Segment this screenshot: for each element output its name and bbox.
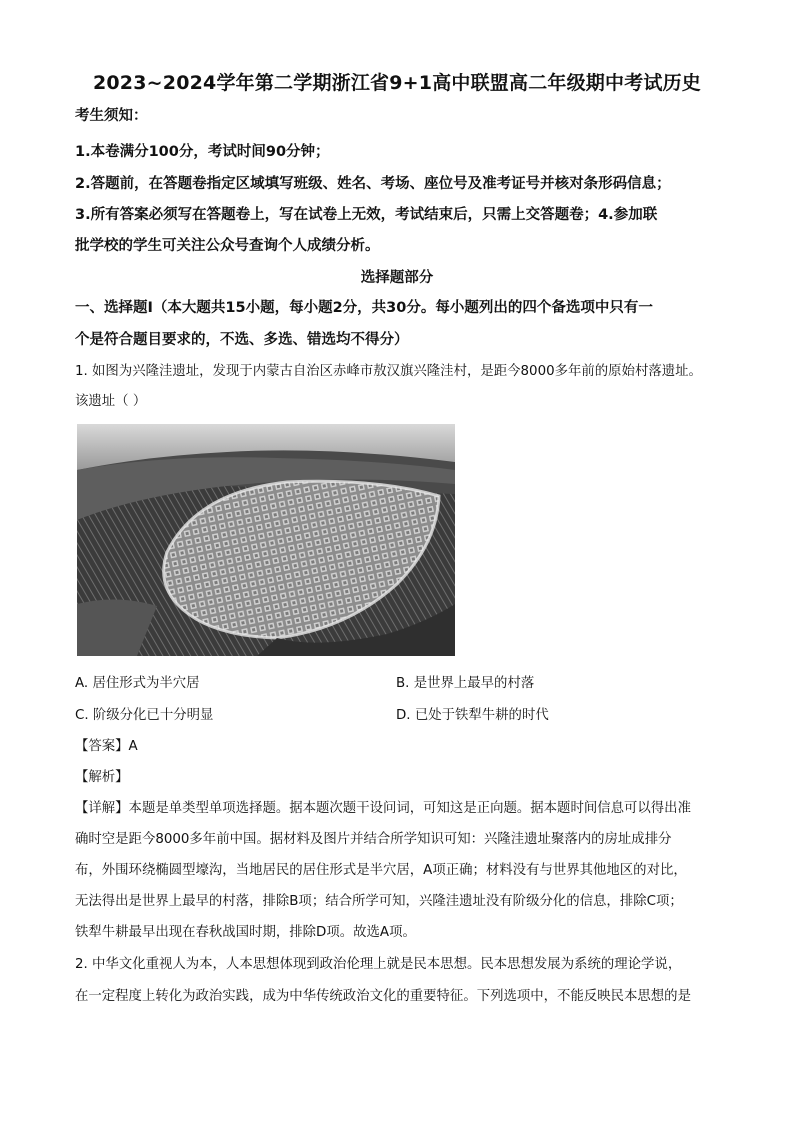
notice-line-2: 2.答题前，在答题卷指定区域填写班级、姓名、考场、座位号及准考证号并核对条形码信息； bbox=[75, 176, 671, 192]
q1-option-a: A. 居住形式为半穴居 bbox=[75, 676, 200, 691]
q1-stem-line-1: 1. 如图为兴隆洼遗址，发现于内蒙古自治区赤峰市敖汉旗兴隆洼村，是距今8000多年前的原始村落遗址。 bbox=[75, 364, 702, 379]
q2-stem-line-1: 2. 中华文化重视人为本，人本思想体现到政治伦理上就是民本思想。民本思想发展为系统的理论学说， bbox=[75, 957, 682, 972]
part-heading-line-2: 个是符合题目要求的，不选、多选、错选均不得分） bbox=[75, 332, 409, 348]
q1-option-b: B. 是世界上最早的村落 bbox=[396, 676, 535, 691]
xinglongwa-site-photo bbox=[77, 424, 455, 656]
part-heading-line-1: 一、选择题Ⅰ（本大题共15小题，每小题2分，共30分。每小题列出的四个备选项中只有一 bbox=[75, 300, 653, 316]
exam-title: 2023~2024学年第二学期浙江省9+1高中联盟高二年级期中考试历史 bbox=[92, 72, 702, 94]
q1-analysis-label: 【解析】 bbox=[75, 770, 129, 785]
q1-detail-line-1: 【详解】本题是单类型单项选择题。据本题次题干设问词，可知这是正向题。据本题时间信息可以得出准 bbox=[75, 801, 691, 816]
q1-option-c: C. 阶级分化已十分明显 bbox=[75, 708, 214, 723]
notice-line-1: 1.本卷满分100分，考试时间90分钟； bbox=[75, 144, 330, 160]
q1-stem-line-2: 该遗址（ ） bbox=[75, 394, 147, 409]
q1-answer: 【答案】A bbox=[75, 739, 138, 754]
q1-detail-line-5: 铁犁牛耕最早出现在春秋战国时期，排除D项。故选A项。 bbox=[75, 925, 416, 940]
q1-detail-line-4: 无法得出是世界上最早的村落，排除B项；结合所学可知，兴隆洼遗址没有阶级分化的信息，排除C项； bbox=[75, 894, 683, 909]
section-title: 选择题部分 bbox=[360, 270, 434, 286]
notice-line-3: 3.所有答案必须写在答题卷上，写在试卷上无效，考试结束后，只需上交答题卷；4.参加联 bbox=[75, 207, 658, 223]
q1-detail-line-3: 布，外围环绕椭圆型壕沟，当地居民的居住形式是半穴居，A项正确；材料没有与世界其他地区的对比， bbox=[75, 863, 687, 878]
q1-detail-line-2: 确时空是距今8000多年前中国。据材料及图片并结合所学知识可知：兴隆洼遗址聚落内的房址成排分 bbox=[75, 832, 672, 847]
q1-option-d: D. 已处于铁犁牛耕的时代 bbox=[396, 708, 549, 723]
q2-stem-line-2: 在一定程度上转化为政治实践，成为中华传统政治文化的重要特征。下列选项中，不能反映民本思想的是 bbox=[75, 989, 691, 1004]
site-photo-illustration bbox=[77, 424, 455, 656]
notice-line-4: 批学校的学生可关注公众号查询个人成绩分析。 bbox=[75, 238, 380, 254]
notice-heading: 考生须知： bbox=[75, 108, 148, 124]
